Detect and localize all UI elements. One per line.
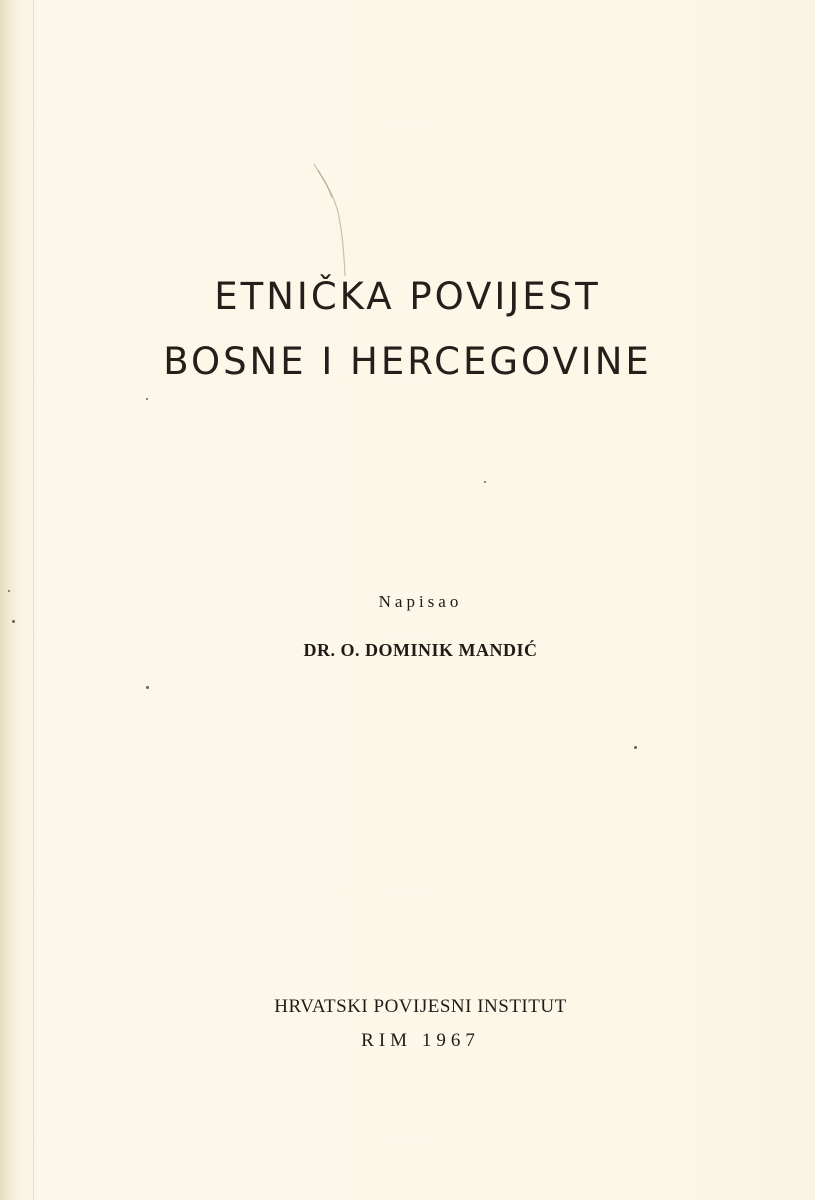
book-title-line-1: ETNIČKA POVIJEST [214,275,601,318]
paper-speck [146,398,148,400]
pencil-mark [310,160,350,280]
paper-speck [634,746,637,749]
paper-speck [484,481,486,483]
paper-speck [12,620,15,623]
paper-speck [8,590,10,592]
book-title-line-2: BOSNE I HERCEGOVINE [163,340,652,383]
publisher-name: HRVATSKI POVIJESNI INSTITUT [274,996,567,1017]
paper-speck [146,686,149,689]
author-name: DR. O. DOMINIK MANDIĆ [303,640,538,660]
place-and-year: RIM 1967 [361,1030,480,1051]
byline-label: Napisao [378,592,463,611]
